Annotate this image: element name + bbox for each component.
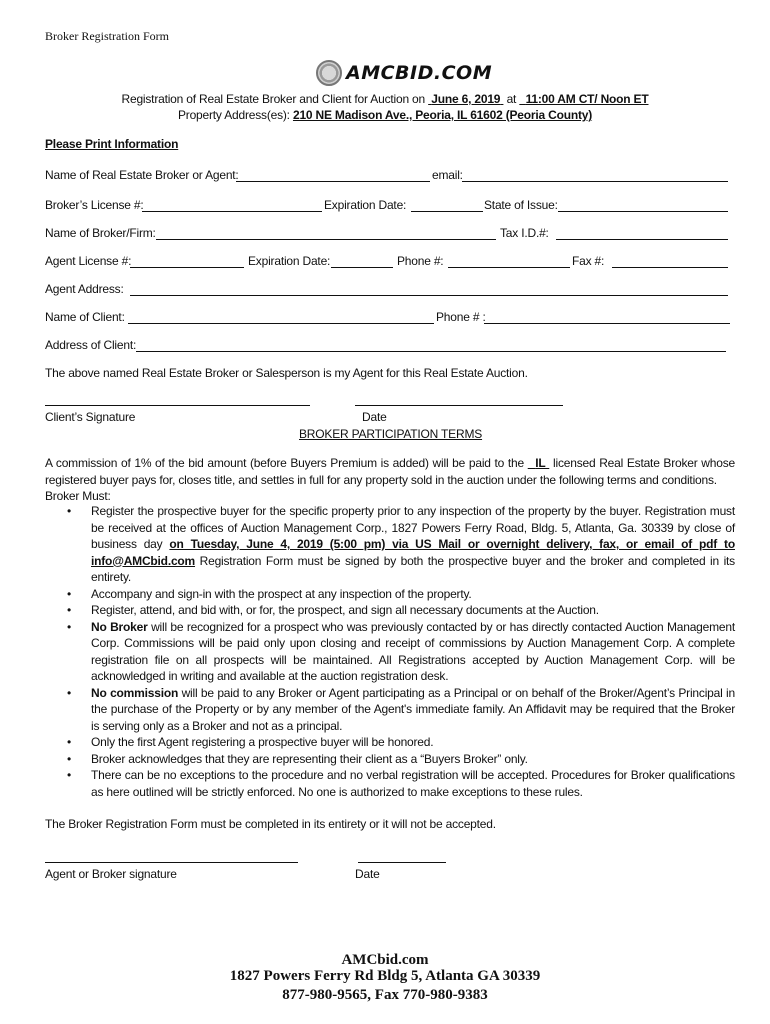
- document-header: Broker Registration Form: [45, 29, 169, 43]
- client-address-field[interactable]: [136, 351, 726, 352]
- email-label: email:: [432, 168, 463, 182]
- broker-must-label: Broker Must:: [45, 489, 111, 503]
- list-item: • Register the prospective buyer for the specific property prior to any inspection of the property by the buyer. Registration must be received at the offices of Auction Management Corp., 1827 Powers Ferry Road, Bldg. 5, Atlanta, Ga. 30339 by close of business day on Tuesday, June 4, 2019 (5:00 pm) via US Mail or overnight delivery, fax, or email of pdf to info@AMCbid.com Registration Form must be signed by both the prospective buyer and the broker and completed in its entirety.: [67, 504, 735, 584]
- broker-license-field[interactable]: [142, 211, 322, 212]
- state-of-issue-field[interactable]: [558, 211, 728, 212]
- registration-line: Registration of Real Estate Broker and Client for Auction on June 6, 2019 at 11:00 AM CT/ Noon ET: [121, 92, 649, 106]
- amcbid-logo: [316, 58, 492, 88]
- broker-name-label: Name of Real Estate Broker or Agent:: [45, 168, 239, 182]
- email-field[interactable]: [462, 181, 728, 182]
- agent-date-field[interactable]: [358, 862, 446, 863]
- agent-signature-field[interactable]: [45, 862, 298, 863]
- client-date-label: Date: [362, 410, 387, 424]
- client-date-field[interactable]: [355, 405, 563, 406]
- bullet-icon: •: [67, 751, 72, 766]
- fax-field[interactable]: [612, 267, 728, 268]
- broker-firm-label: Name of Broker/Firm:: [45, 226, 156, 240]
- list-item: • Broker acknowledges that they are representing their client as a “Buyers Broker” only.: [67, 751, 528, 766]
- phone-field[interactable]: [448, 267, 570, 268]
- agent-expiration-label: Expiration Date:: [248, 254, 331, 268]
- broker-firm-field[interactable]: [156, 239, 496, 240]
- broker-license-label: Broker’s License #:: [45, 198, 144, 212]
- auction-date: June 6, 2019: [431, 92, 501, 106]
- expiration-date-field[interactable]: [411, 211, 483, 212]
- bullet-icon: •: [67, 685, 72, 700]
- phone-label: Phone #:: [397, 254, 444, 268]
- state-of-issue-label: State of Issue:: [484, 198, 558, 212]
- tax-id-label: Tax I.D.#:: [500, 226, 549, 240]
- property-address: 210 NE Madison Ave., Peoria, IL 61602 (Peoria County): [292, 108, 593, 122]
- please-print-heading: Please Print Information: [45, 137, 179, 151]
- seal-icon: [316, 60, 342, 86]
- bullet-icon: •: [67, 504, 72, 518]
- client-name-label: Name of Client:: [45, 310, 125, 324]
- client-phone-field[interactable]: [484, 323, 730, 324]
- agent-license-field[interactable]: [130, 267, 244, 268]
- agent-date-label: Date: [355, 867, 380, 881]
- bullet-icon: •: [67, 735, 72, 749]
- client-name-field[interactable]: [128, 323, 434, 324]
- list-item: • Register, attend, and bid with, or for, the prospect, and sign all necessary documents at the Auction.: [67, 603, 599, 617]
- footer-address: 1827 Powers Ferry Rd Bldg 5, Atlanta GA 30339: [229, 968, 541, 984]
- agent-expiration-field[interactable]: [331, 267, 393, 268]
- list-item: • No Broker will be recognized for a prospect who was previously contacted by or has directly contacted Auction Management Corp. Commissions will be paid only upon closing and receipt of commissions by Auction Management Corp. A complete registration file on all prospects will be maintained. All Registrations accepted by Auction Management Corp. will be acknowledged in writing and available at the auction registration desk.: [67, 619, 736, 683]
- fax-label: Fax #:: [572, 254, 605, 268]
- commission-paragraph: A commission of 1% of the bid amount (before Buyers Premium is added) will be paid to the IL licensed Real Estate Broker whose registered buyer pays for, closes title, and settles in full for any property sold in the auction under the following terms and conditions.: [45, 456, 735, 487]
- list-item: • Only the first Agent registering a prospective buyer will be honored.: [67, 735, 434, 749]
- logo-text: AMCBID.COM: [346, 62, 493, 84]
- agent-statement: The above named Real Estate Broker or Salesperson is my Agent for this Real Estate Auction.: [45, 366, 528, 380]
- client-signature-field[interactable]: [45, 405, 310, 406]
- commission-state: IL: [535, 456, 546, 470]
- terms-list: [45, 503, 735, 800]
- terms-heading: BROKER PARTICIPATION TERMS: [299, 427, 483, 441]
- auction-time: 11:00 AM CT/ Noon ET: [525, 92, 649, 106]
- client-address-label: Address of Client:: [45, 338, 137, 352]
- bullet-icon: •: [67, 768, 72, 782]
- list-item: • No commission will be paid to any Broker or Agent participating as a Principal or on behalf of the Broker/Agent’s Principal in the purchase of the Property or by any member of the Agent's immediate family. An Affidavit may be required that the Broker is serving only as a Broker and not as a principal.: [67, 685, 735, 733]
- tax-id-field[interactable]: [556, 239, 728, 240]
- bullet-icon: •: [67, 619, 72, 634]
- agent-signature-label: Agent or Broker signature: [45, 867, 177, 881]
- bullet-icon: •: [67, 586, 72, 601]
- list-item: • Accompany and sign-in with the prospect at any inspection of the property.: [67, 586, 472, 601]
- agent-license-label: Agent License #:: [45, 254, 132, 268]
- footer-phone-fax: 877-980-9565, Fax 770-980-9383: [282, 987, 488, 1003]
- client-phone-label: Phone # :: [436, 310, 486, 324]
- client-signature-label: Client’s Signature: [45, 410, 136, 424]
- footer-company: AMCbid.com: [341, 952, 429, 968]
- expiration-date-label: Expiration Date:: [324, 198, 407, 212]
- email-link[interactable]: info@AMCbid.com: [91, 553, 196, 568]
- agent-address-field[interactable]: [130, 295, 728, 296]
- property-address-line: Property Address(es): 210 NE Madison Ave., Peoria, IL 61602 (Peoria County): [177, 108, 593, 122]
- broker-name-field[interactable]: [236, 181, 430, 182]
- bullet-icon: •: [67, 603, 72, 617]
- agent-address-label: Agent Address:: [45, 282, 124, 296]
- list-item: • There can be no exceptions to the procedure and no verbal registration will be accepted. Procedures for Broker qualifications as here outlined will be strictly enforced. No one is authorized to make exceptions to these rules.: [67, 768, 735, 799]
- completion-note: The Broker Registration Form must be completed in its entirety or it will not be accepted.: [45, 817, 496, 831]
